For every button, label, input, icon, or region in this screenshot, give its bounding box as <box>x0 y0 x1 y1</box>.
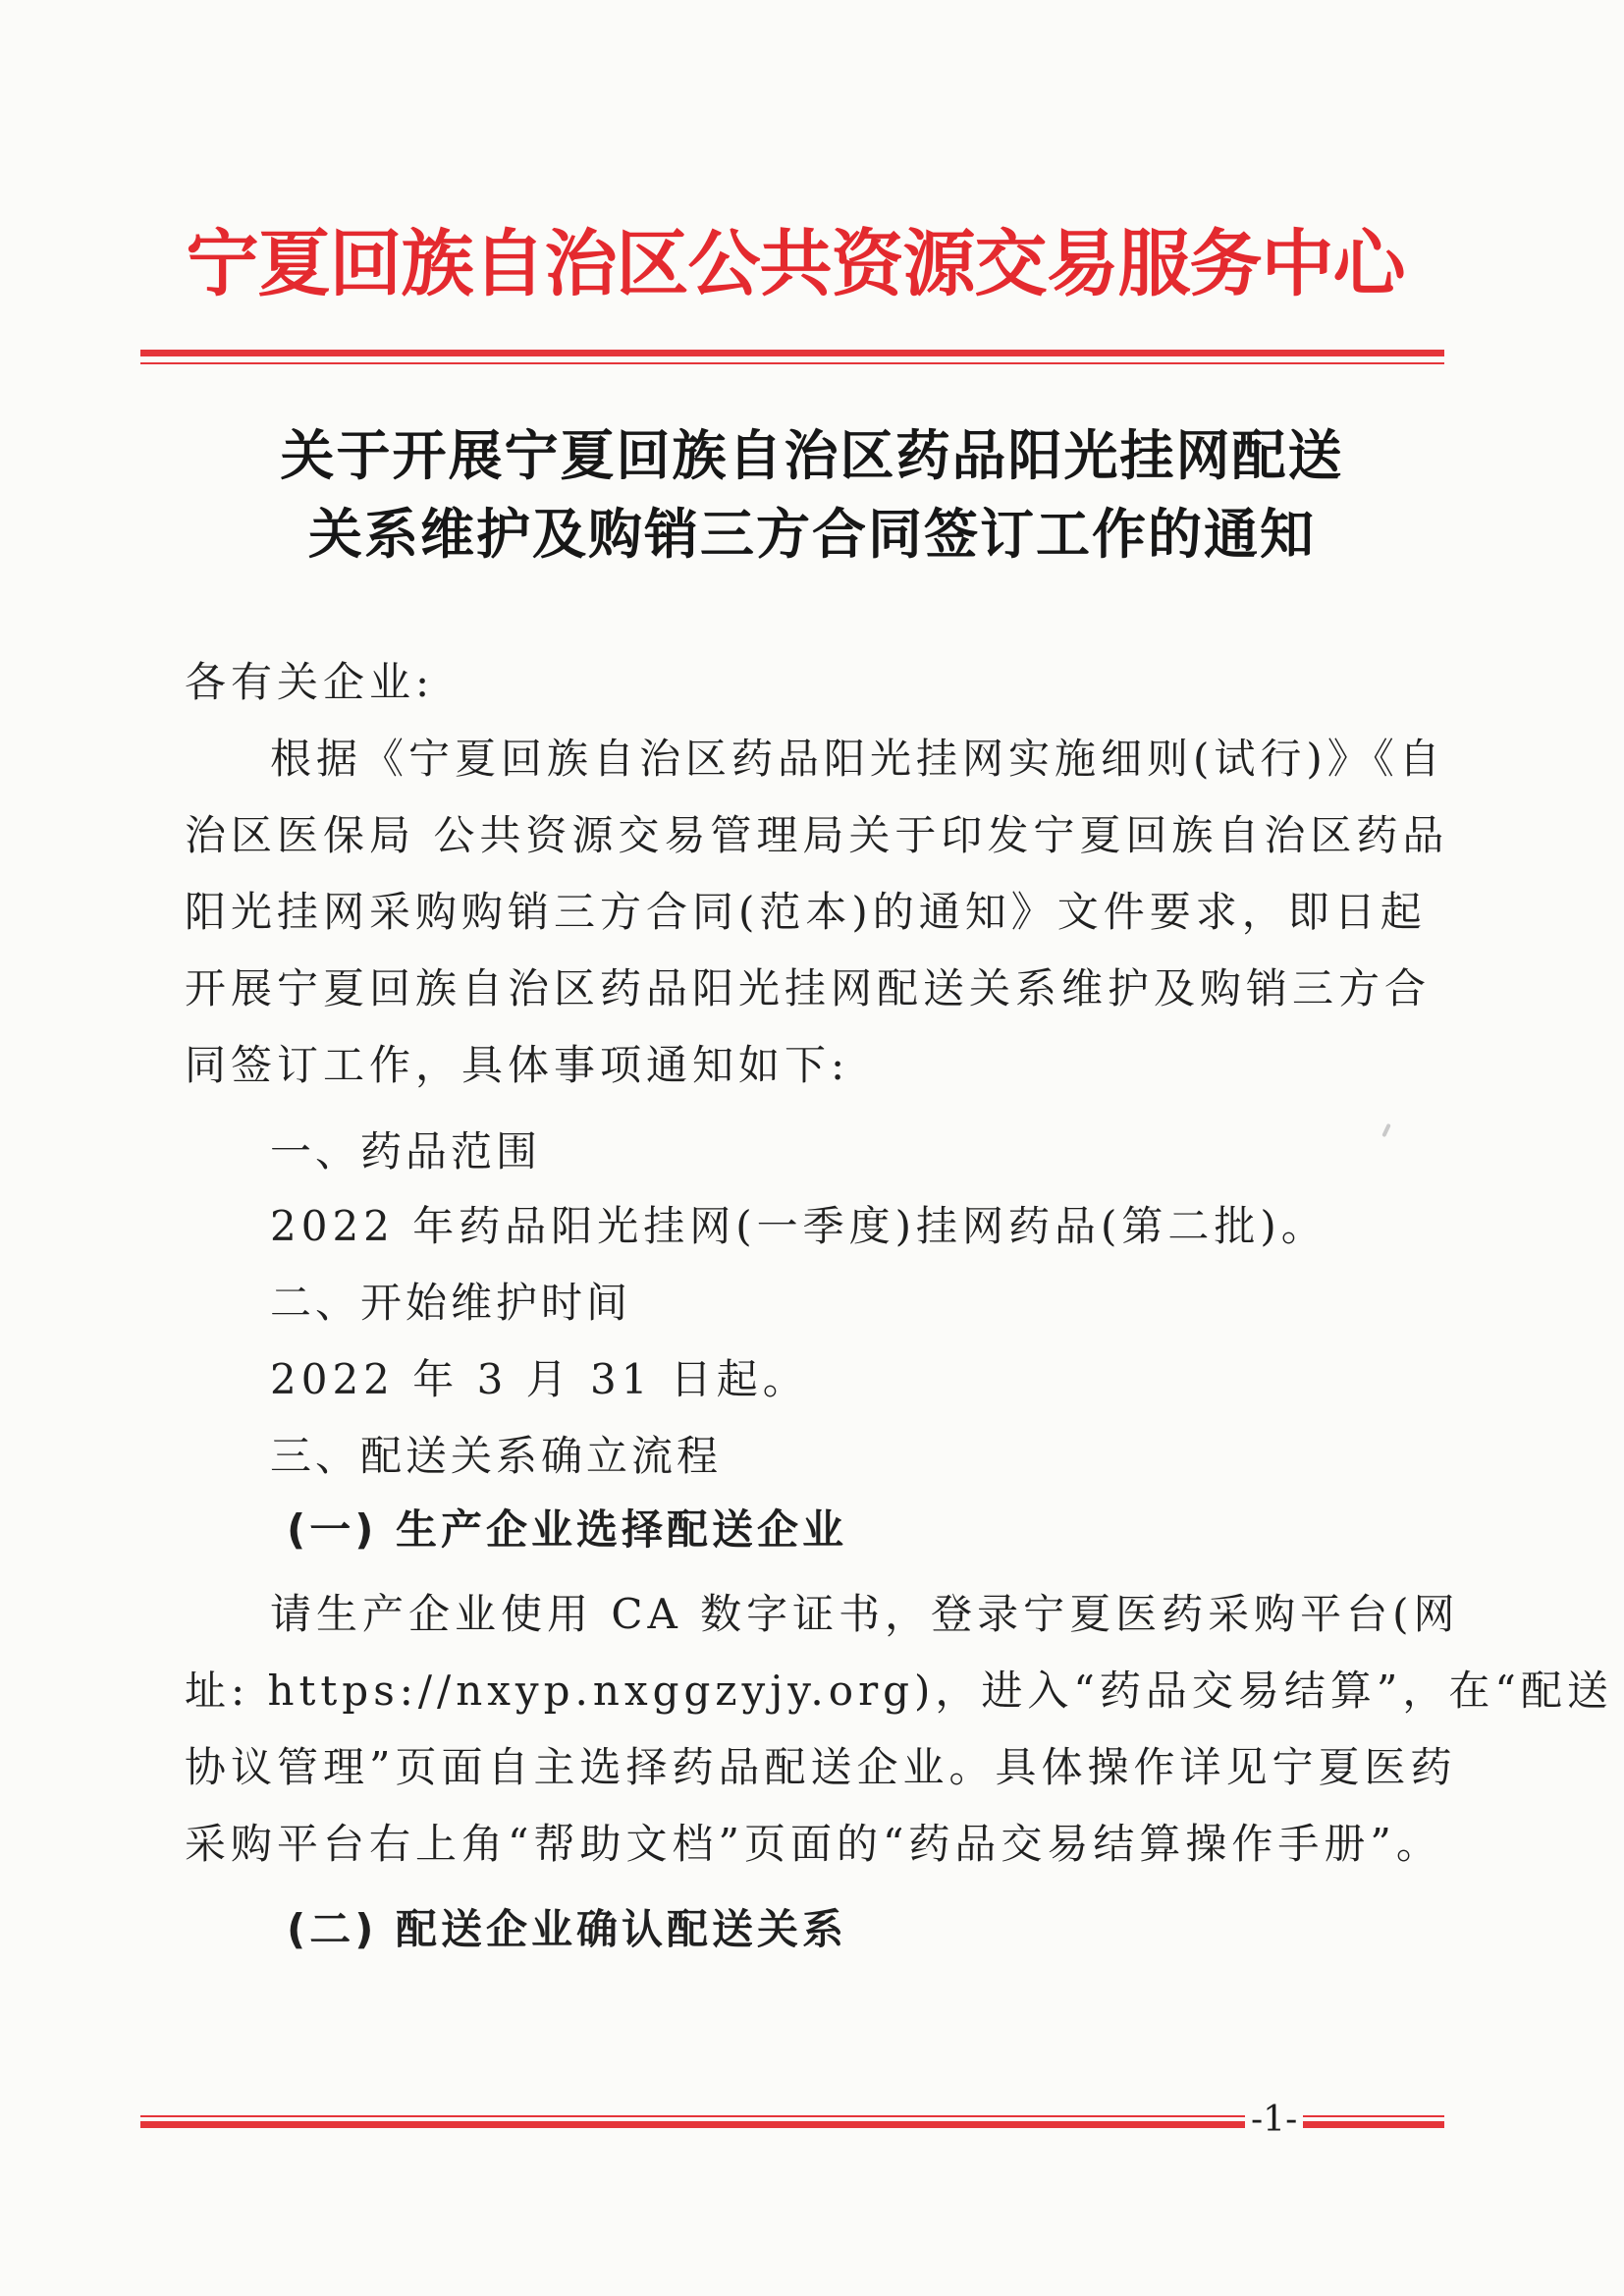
section-content-2: 2022 年 3 月 31 日起。 <box>270 1355 809 1403</box>
subsection-1-line-4: 采购平台右上角“帮助文档”页面的“药品交易结算操作手册”。 <box>185 1820 1442 1868</box>
subsection-1-line-2: 址: https://nxyp.nxggzyjy.org)，进入“药品交易结算”，在“配送 <box>185 1667 1613 1715</box>
header-divider-thick <box>140 350 1444 356</box>
section-heading-2: 二、开始维护时间 <box>270 1279 632 1327</box>
intro-line-5: 同签订工作，具体事项通知如下: <box>185 1041 850 1089</box>
section-heading-3: 三、配送关系确立流程 <box>270 1432 723 1480</box>
issuing-organization-header: 宁夏回族自治区公共资源交易服务中心 <box>186 222 1405 306</box>
section-content-1: 2022 年药品阳光挂网(一季度)挂网药品(第二批)。 <box>270 1202 1327 1250</box>
intro-line-1: 根据《宁夏回族自治区药品阳光挂网实施细则(试行)》《自 <box>270 735 1445 783</box>
document-title-line-2: 关系维护及购销三方合同签订工作的通知 <box>307 503 1316 566</box>
intro-line-2: 治区医保局 公共资源交易管理局关于印发宁夏回族自治区药品 <box>185 811 1449 859</box>
salutation: 各有关企业: <box>185 658 435 706</box>
intro-line-4: 开展宁夏回族自治区药品阳光挂网配送关系维护及购销三方合 <box>185 964 1432 1012</box>
subsection-heading-1: (一) 生产企业选择配送企业 <box>287 1505 848 1554</box>
subsection-1-line-1: 请生产企业使用 CA 数字证书，登录宁夏医药采购平台(网 <box>270 1590 1460 1638</box>
header-divider-thin <box>140 362 1444 364</box>
page-number: -1- <box>1245 2100 1303 2140</box>
section-heading-1: 一、药品范围 <box>270 1127 542 1175</box>
intro-line-3: 阳光挂网采购购销三方合同(范本)的通知》文件要求，即日起 <box>185 888 1427 936</box>
document-title-line-1: 关于开展宁夏回族自治区药品阳光挂网配送 <box>280 424 1344 487</box>
subsection-heading-2: (二) 配送企业确认配送关系 <box>287 1905 848 1953</box>
subsection-1-line-3: 协议管理”页面自主选择药品配送企业。具体操作详见宁夏医药 <box>185 1743 1457 1791</box>
